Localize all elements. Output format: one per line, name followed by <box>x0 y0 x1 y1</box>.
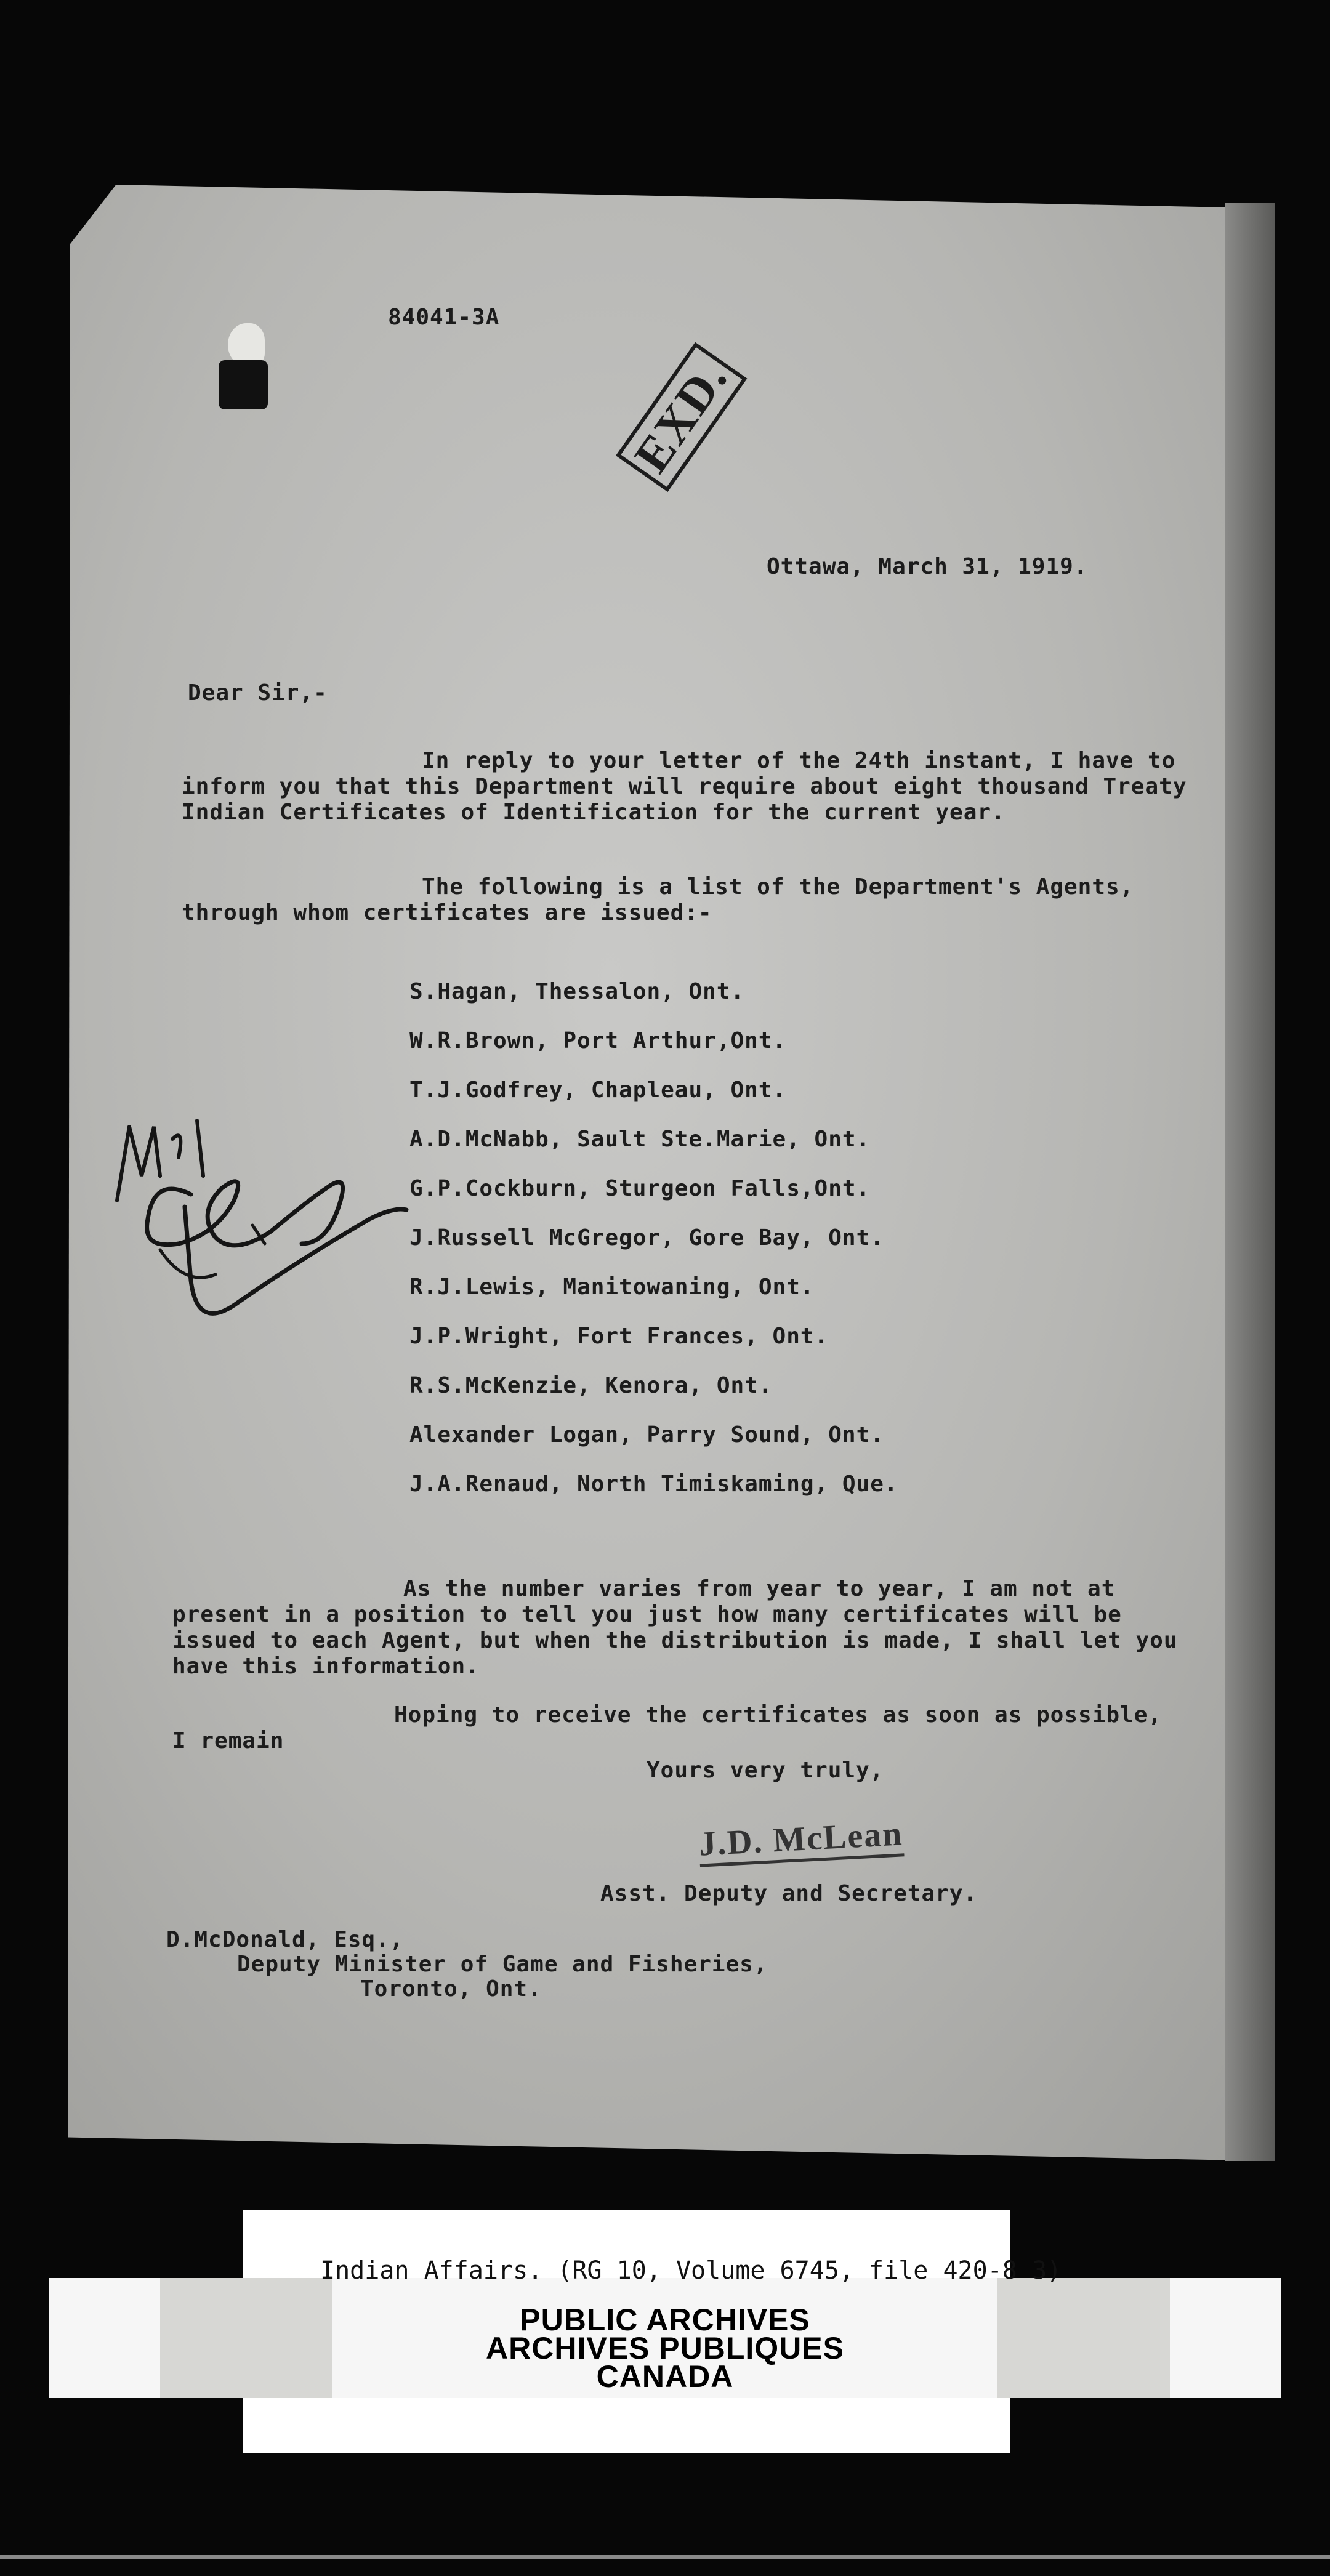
closing: Yours very truly, <box>647 1758 884 1783</box>
handwritten-annotation <box>92 1102 413 1373</box>
signature-title: Asst. Deputy and Secretary. <box>600 1881 978 1906</box>
paragraph-1: In reply to your letter of the 24th instant, I have to inform you that this Department will require about eight thousand Treaty Indian Certificates of Identification for the current year. <box>182 748 1187 825</box>
recipient-city: Toronto, Ont. <box>360 1976 542 2002</box>
agent-line: J.Russell McGregor, Gore Bay, Ont. <box>409 1225 884 1250</box>
film-edge-line <box>0 2555 1330 2559</box>
paragraph-4: Hoping to receive the certificates as soon as possible, I remain <box>172 1702 1163 1753</box>
agent-line: T.J.Godfrey, Chapleau, Ont. <box>409 1077 787 1103</box>
signature-stamp: J.D. McLean <box>698 1814 904 1867</box>
letter-date: Ottawa, March 31, 1919. <box>767 554 1088 579</box>
paragraph-3: As the number varies from year to year, I am not at present in a position to tell you just how many certificates will be issued to each Agent, but when the distribution is made, I shall let you have this information. <box>172 1576 1178 1679</box>
archive-caption: Indian Affairs. (RG 10, Volume 6745, file 420-8 3) <box>320 2256 1062 2285</box>
agent-line: G.P.Cockburn, Sturgeon Falls,Ont. <box>409 1176 871 1201</box>
recipient-name: D.McDonald, Esq., <box>166 1927 404 1952</box>
recipient-title: Deputy Minister of Game and Fisheries, <box>237 1952 768 1977</box>
agent-line: J.P.Wright, Fort Frances, Ont. <box>409 1324 829 1349</box>
agent-line: S.Hagan, Thessalon, Ont. <box>409 979 745 1004</box>
agent-line: R.J.Lewis, Manitowaning, Ont. <box>409 1274 815 1300</box>
agent-line: Alexander Logan, Parry Sound, Ont. <box>409 1422 884 1447</box>
agent-line: W.R.Brown, Port Arthur,Ont. <box>409 1028 787 1053</box>
punch-hole <box>219 360 268 409</box>
agent-line: J.A.Renaud, North Timiskaming, Que. <box>409 1471 898 1497</box>
archives-line-3: CANADA <box>596 2359 734 2394</box>
exd-stamp: EXD. <box>616 342 747 492</box>
agent-line: R.S.McKenzie, Kenora, Ont. <box>409 1373 773 1398</box>
archives-line-1: PUBLIC ARCHIVES <box>520 2303 810 2337</box>
paper-shadow-edge <box>1225 203 1275 2161</box>
archives-line-2: ARCHIVES PUBLIQUES <box>486 2331 844 2365</box>
agent-line: A.D.McNabb, Sault Ste.Marie, Ont. <box>409 1127 871 1152</box>
paragraph-2: The following is a list of the Department's Agents, through whom certificates are issued:- <box>182 874 1134 925</box>
salutation: Dear Sir,- <box>188 680 328 706</box>
file-number: 84041-3A <box>388 305 500 330</box>
